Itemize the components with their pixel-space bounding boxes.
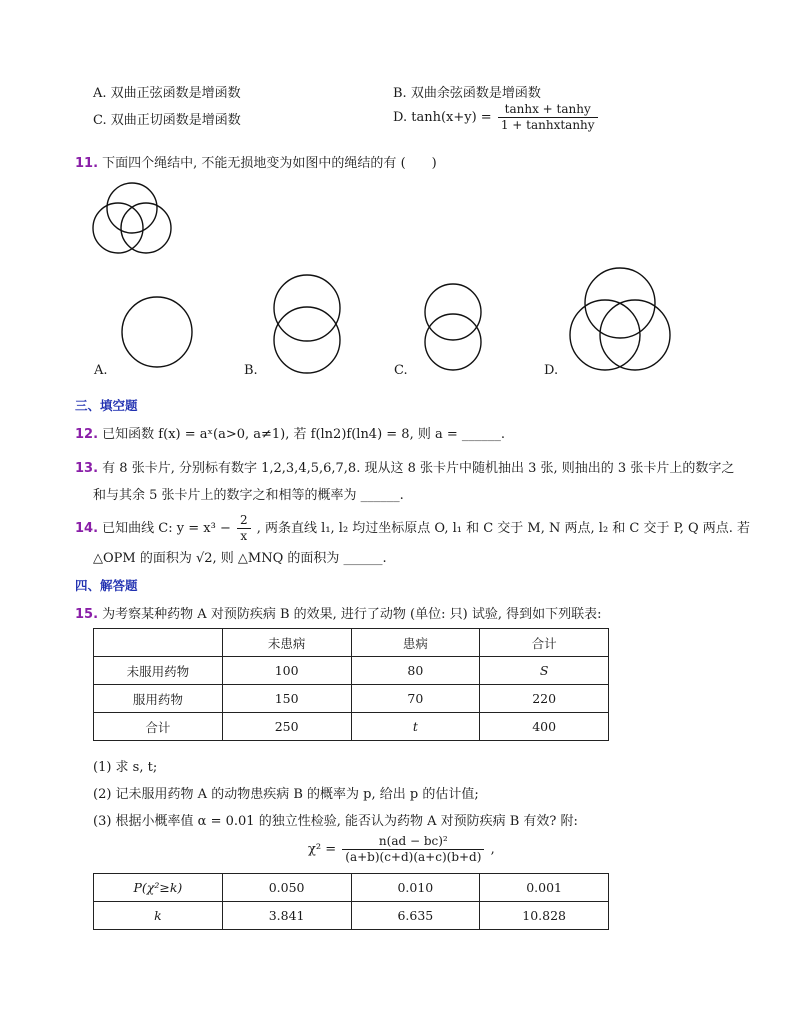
- table-cell: 250: [222, 713, 351, 741]
- knot-option-b-figure: [265, 270, 355, 380]
- table-cell: 患病: [351, 629, 480, 657]
- table-cell: 0.010: [351, 874, 480, 902]
- question-15: [75, 603, 601, 622]
- table-cell: 10.828: [480, 902, 609, 930]
- knot-label-c: C.: [394, 363, 408, 378]
- knot-option-d-figure: [565, 265, 685, 380]
- formula-fraction: [342, 834, 484, 865]
- question-13: [75, 457, 734, 476]
- question-text: 已知函数 f(x) = aˣ(a>0, a≠1), 若 f(ln2)f(ln4) = 8, 则 a = ______.: [102, 427, 506, 442]
- table-cell: S: [480, 657, 609, 685]
- question-number: 13.: [75, 461, 99, 476]
- knot-label-b: B.: [244, 363, 258, 378]
- question-11: [75, 152, 437, 171]
- table-cell: 80: [351, 657, 480, 685]
- table-cell: 400: [480, 713, 609, 741]
- fraction-numerator: 2: [237, 513, 251, 529]
- knot-label-a: A.: [94, 363, 108, 378]
- table-cell: 100: [222, 657, 351, 685]
- question-text-line1: 有 8 张卡片, 分别标有数字 1,2,3,4,5,6,7,8. 现从这 8 张卡片中随机抽出 3 张, 则抽出的 3 张卡片上的数字之: [102, 461, 735, 476]
- part-3: (3) 根据小概率值 α = 0.01 的独立性检验, 能否认为药物 A 对预防疾病 B 有效? 附:: [93, 814, 578, 829]
- table-cell: 未患病: [222, 629, 351, 657]
- formula-lhs: χ² =: [308, 842, 337, 857]
- option-a: A. 双曲正弦函数是增函数: [93, 86, 241, 101]
- question-text: 为考察某种药物 A 对预防疾病 B 的效果, 进行了动物 (单位: 只) 试验, 得到如下列联表:: [102, 607, 602, 622]
- table-cell: [94, 629, 223, 657]
- table-cell: 0.050: [222, 874, 351, 902]
- table-cell: 合计: [480, 629, 609, 657]
- formula-tail: ,: [490, 842, 495, 857]
- knot-label-d: D.: [544, 363, 559, 378]
- fraction-2-over-x: [237, 513, 251, 544]
- critical-value-table: [93, 873, 609, 930]
- option-d-fraction: [498, 102, 598, 133]
- question-14: [75, 513, 750, 544]
- question-12: [75, 423, 505, 442]
- table-cell: P(χ²≥k): [94, 874, 223, 902]
- option-c: C. 双曲正切函数是增函数: [93, 113, 241, 128]
- table-row: [94, 685, 609, 713]
- contingency-table: [93, 628, 609, 741]
- knot-option-c-figure: [415, 280, 495, 375]
- table-row: [94, 902, 609, 930]
- question-13-line2: 和与其余 5 张卡片上的数字之和相等的概率为 ______.: [93, 488, 404, 503]
- table-cell: 220: [480, 685, 609, 713]
- section-title-solution: 四、解答题: [75, 578, 138, 593]
- table-cell: 未服用药物: [94, 657, 223, 685]
- part-1: (1) 求 s, t;: [93, 760, 158, 775]
- option-d-numerator: tanhx + tanhy: [498, 102, 598, 118]
- question-number: 15.: [75, 607, 99, 622]
- option-d-denominator: 1 + tanhxtanhy: [500, 118, 595, 132]
- table-row: [94, 713, 609, 741]
- table-cell: 6.635: [351, 902, 480, 930]
- question-number: 14.: [75, 521, 99, 536]
- table-row: [94, 629, 609, 657]
- table-cell: 70: [351, 685, 480, 713]
- table-cell: k: [94, 902, 223, 930]
- table-row: [94, 874, 609, 902]
- trefoil-knot-figure: [90, 180, 180, 260]
- question-number: 12.: [75, 427, 99, 442]
- table-row: [94, 657, 609, 685]
- formula-denominator: (a+b)(c+d)(a+c)(b+d): [345, 850, 482, 864]
- question-text-a: 已知曲线 C: y = x³ −: [102, 521, 231, 536]
- question-number: 11.: [75, 156, 99, 171]
- option-d: [393, 102, 600, 133]
- table-cell: 150: [222, 685, 351, 713]
- table-cell: 0.001: [480, 874, 609, 902]
- table-cell: t: [351, 713, 480, 741]
- option-d-prefix: D. tanh(x+y) =: [393, 110, 492, 125]
- question-text: 下面四个绳结中, 不能无损地变为如图中的绳结的有 ( ): [102, 156, 437, 171]
- part-2: (2) 记未服用药物 A 的动物患疾病 B 的概率为 p, 给出 p 的估计值;: [93, 787, 479, 802]
- chi-square-formula: [308, 834, 495, 865]
- table-cell: 服用药物: [94, 685, 223, 713]
- formula-numerator: n(ad − bc)²: [342, 834, 484, 850]
- question-text-b: , 两条直线 l₁, l₂ 均过坐标原点 O, l₁ 和 C 交于 M, N 两点, l₂ 和 C 交于 P, Q 两点. 若: [256, 521, 751, 536]
- knot-option-a-figure: [115, 290, 205, 370]
- table-cell: 合计: [94, 713, 223, 741]
- fraction-denominator: x: [240, 529, 248, 543]
- option-b: B. 双曲余弦函数是增函数: [393, 86, 541, 101]
- table-cell: 3.841: [222, 902, 351, 930]
- question-14-line2: △OPM 的面积为 √2, 则 △MNQ 的面积为 ______.: [93, 551, 387, 566]
- section-title-fill-blank: 三、填空题: [75, 398, 138, 413]
